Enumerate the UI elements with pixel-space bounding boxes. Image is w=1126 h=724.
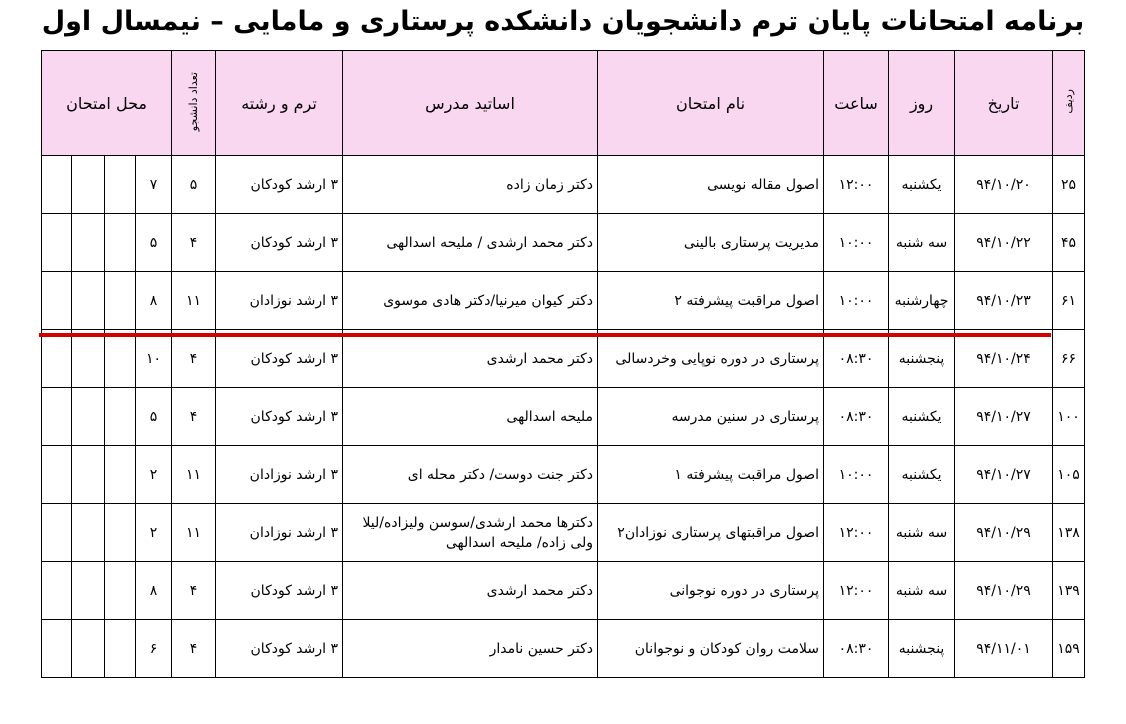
header-date: تاریخ bbox=[955, 51, 1053, 156]
empty-location-cell bbox=[42, 156, 72, 214]
professors: دکتر زمان زاده bbox=[343, 156, 598, 214]
table-row bbox=[42, 446, 1085, 504]
exam-date: ۹۴/۱۰/۲۷ bbox=[955, 446, 1053, 504]
term-major: ۳ ارشد نوزادان bbox=[216, 446, 343, 504]
empty-location-cell bbox=[72, 214, 105, 272]
red-divider-line bbox=[39, 333, 1051, 337]
exam-day: چهارشنبه bbox=[889, 272, 955, 330]
term-major: ۳ ارشد کودکان bbox=[216, 620, 343, 678]
term-major: ۳ ارشد کودکان bbox=[216, 330, 343, 388]
student-count: ۵ bbox=[172, 156, 216, 214]
exam-name: پرستاری در سنین مدرسه bbox=[598, 388, 824, 446]
student-count: ۱۱ bbox=[172, 446, 216, 504]
professors: دکتر حسین نامدار bbox=[343, 620, 598, 678]
row-number: ۱۰۰ bbox=[1053, 388, 1085, 446]
empty-location-cell bbox=[72, 446, 105, 504]
professors: دکترها محمد ارشدی/سوسن ولیزاده/لیلا ولی زاده/ ملیحه اسدالهی bbox=[343, 504, 598, 562]
header-student-count: تعداد دانشجو bbox=[172, 51, 216, 156]
exam-time: ۱۲:۰۰ bbox=[824, 504, 889, 562]
empty-location-cell bbox=[72, 504, 105, 562]
exam-day: سه شنبه bbox=[889, 214, 955, 272]
exam-location: ۶ bbox=[136, 620, 172, 678]
professors: دکتر کیوان میرنیا/دکتر هادی موسوی bbox=[343, 272, 598, 330]
empty-location-cell bbox=[105, 388, 136, 446]
empty-location-cell bbox=[42, 504, 72, 562]
empty-location-cell bbox=[105, 620, 136, 678]
table-row bbox=[42, 156, 1085, 214]
empty-location-cell bbox=[105, 330, 136, 388]
exam-time: ۱۰:۰۰ bbox=[824, 446, 889, 504]
exam-time: ۱۲:۰۰ bbox=[824, 156, 889, 214]
exam-location: ۵ bbox=[136, 214, 172, 272]
empty-location-cell bbox=[42, 214, 72, 272]
empty-location-cell bbox=[42, 446, 72, 504]
row-number: ۱۳۹ bbox=[1053, 562, 1085, 620]
header-exam-location: محل امتحان bbox=[42, 51, 172, 156]
header-row-number: ردیف bbox=[1053, 51, 1085, 156]
exam-location: ۲ bbox=[136, 504, 172, 562]
exam-location: ۲ bbox=[136, 446, 172, 504]
header-professors: اساتید مدرس bbox=[343, 51, 598, 156]
exam-name: پرستاری در دوره نوپایی وخردسالی bbox=[598, 330, 824, 388]
table-row bbox=[42, 330, 1085, 388]
professors: دکتر محمد ارشدی bbox=[343, 330, 598, 388]
exam-location: ۵ bbox=[136, 388, 172, 446]
professors: دکتر محمد ارشدی / ملیحه اسدالهی bbox=[343, 214, 598, 272]
header-time: ساعت bbox=[824, 51, 889, 156]
row-number: ۶۱ bbox=[1053, 272, 1085, 330]
exam-date: ۹۴/۱۰/۲۹ bbox=[955, 562, 1053, 620]
empty-location-cell bbox=[72, 562, 105, 620]
empty-location-cell bbox=[72, 388, 105, 446]
header-term-major: ترم و رشته bbox=[216, 51, 343, 156]
exam-time: ۰۸:۳۰ bbox=[824, 388, 889, 446]
empty-location-cell bbox=[42, 388, 72, 446]
term-major: ۳ ارشد نوزادان bbox=[216, 272, 343, 330]
empty-location-cell bbox=[105, 214, 136, 272]
exam-day: یکشنبه bbox=[889, 156, 955, 214]
exam-time: ۱۰:۰۰ bbox=[824, 214, 889, 272]
exam-location: ۸ bbox=[136, 272, 172, 330]
empty-location-cell bbox=[42, 620, 72, 678]
student-count: ۴ bbox=[172, 388, 216, 446]
empty-location-cell bbox=[72, 156, 105, 214]
exam-schedule-table bbox=[41, 50, 1085, 678]
table-row bbox=[42, 562, 1085, 620]
table-row bbox=[42, 272, 1085, 330]
row-number: ۴۵ bbox=[1053, 214, 1085, 272]
row-number: ۱۳۸ bbox=[1053, 504, 1085, 562]
exam-name: مدیریت پرستاری بالینی bbox=[598, 214, 824, 272]
row-number: ۱۵۹ bbox=[1053, 620, 1085, 678]
empty-location-cell bbox=[72, 620, 105, 678]
exam-time: ۰۸:۳۰ bbox=[824, 330, 889, 388]
exam-day: سه شنبه bbox=[889, 504, 955, 562]
exam-name: اصول مقاله نویسی bbox=[598, 156, 824, 214]
professors: ملیحه اسدالهی bbox=[343, 388, 598, 446]
exam-date: ۹۴/۱۰/۲۰ bbox=[955, 156, 1053, 214]
exam-time: ۰۸:۳۰ bbox=[824, 620, 889, 678]
term-major: ۳ ارشد کودکان bbox=[216, 156, 343, 214]
empty-location-cell bbox=[105, 446, 136, 504]
exam-name: اصول مراقبت پیشرفته ۱ bbox=[598, 446, 824, 504]
empty-location-cell bbox=[72, 272, 105, 330]
exam-location: ۸ bbox=[136, 562, 172, 620]
student-count: ۴ bbox=[172, 330, 216, 388]
student-count: ۱۱ bbox=[172, 504, 216, 562]
empty-location-cell bbox=[105, 272, 136, 330]
exam-date: ۹۴/۱۰/۲۷ bbox=[955, 388, 1053, 446]
professors: دکتر جنت دوست/ دکتر محله ای bbox=[343, 446, 598, 504]
table-row bbox=[42, 504, 1085, 562]
student-count: ۴ bbox=[172, 214, 216, 272]
exam-date: ۹۴/۱۱/۰۱ bbox=[955, 620, 1053, 678]
exam-name: سلامت روان کودکان و نوجوانان bbox=[598, 620, 824, 678]
exam-location: ۱۰ bbox=[136, 330, 172, 388]
exam-name: اصول مراقبتهای پرستاری نوزادان۲ bbox=[598, 504, 824, 562]
exam-date: ۹۴/۱۰/۲۹ bbox=[955, 504, 1053, 562]
term-major: ۳ ارشد نوزادان bbox=[216, 504, 343, 562]
empty-location-cell bbox=[42, 562, 72, 620]
student-count: ۴ bbox=[172, 562, 216, 620]
table-row bbox=[42, 388, 1085, 446]
exam-date: ۹۴/۱۰/۲۳ bbox=[955, 272, 1053, 330]
empty-location-cell bbox=[72, 330, 105, 388]
exam-name: اصول مراقبت پیشرفته ۲ bbox=[598, 272, 824, 330]
term-major: ۳ ارشد کودکان bbox=[216, 562, 343, 620]
term-major: ۳ ارشد کودکان bbox=[216, 388, 343, 446]
exam-day: پنجشنبه bbox=[889, 330, 955, 388]
exam-day: پنجشنبه bbox=[889, 620, 955, 678]
row-number: ۲۵ bbox=[1053, 156, 1085, 214]
row-number: ۱۰۵ bbox=[1053, 446, 1085, 504]
exam-day: یکشنبه bbox=[889, 446, 955, 504]
term-major: ۳ ارشد کودکان bbox=[216, 214, 343, 272]
row-number: ۶۶ bbox=[1053, 330, 1085, 388]
empty-location-cell bbox=[42, 272, 72, 330]
exam-date: ۹۴/۱۰/۲۲ bbox=[955, 214, 1053, 272]
table-row bbox=[42, 620, 1085, 678]
header-row bbox=[42, 51, 1085, 156]
header-day: روز bbox=[889, 51, 955, 156]
empty-location-cell bbox=[42, 330, 72, 388]
student-count: ۱۱ bbox=[172, 272, 216, 330]
exam-name: پرستاری در دوره نوجوانی bbox=[598, 562, 824, 620]
exam-date: ۹۴/۱۰/۲۴ bbox=[955, 330, 1053, 388]
header-exam-name: نام امتحان bbox=[598, 51, 824, 156]
professors: دکتر محمد ارشدی bbox=[343, 562, 598, 620]
exam-day: یکشنبه bbox=[889, 388, 955, 446]
exam-time: ۱۲:۰۰ bbox=[824, 562, 889, 620]
page-title: برنامه امتحانات پایان ترم دانشجویان دانشکده پرستاری و مامایی – نیمسال اول bbox=[41, 6, 1085, 37]
empty-location-cell bbox=[105, 504, 136, 562]
exam-day: سه شنبه bbox=[889, 562, 955, 620]
student-count: ۴ bbox=[172, 620, 216, 678]
exam-time: ۱۰:۰۰ bbox=[824, 272, 889, 330]
table-row bbox=[42, 214, 1085, 272]
empty-location-cell bbox=[105, 562, 136, 620]
empty-location-cell bbox=[105, 156, 136, 214]
exam-location: ۷ bbox=[136, 156, 172, 214]
